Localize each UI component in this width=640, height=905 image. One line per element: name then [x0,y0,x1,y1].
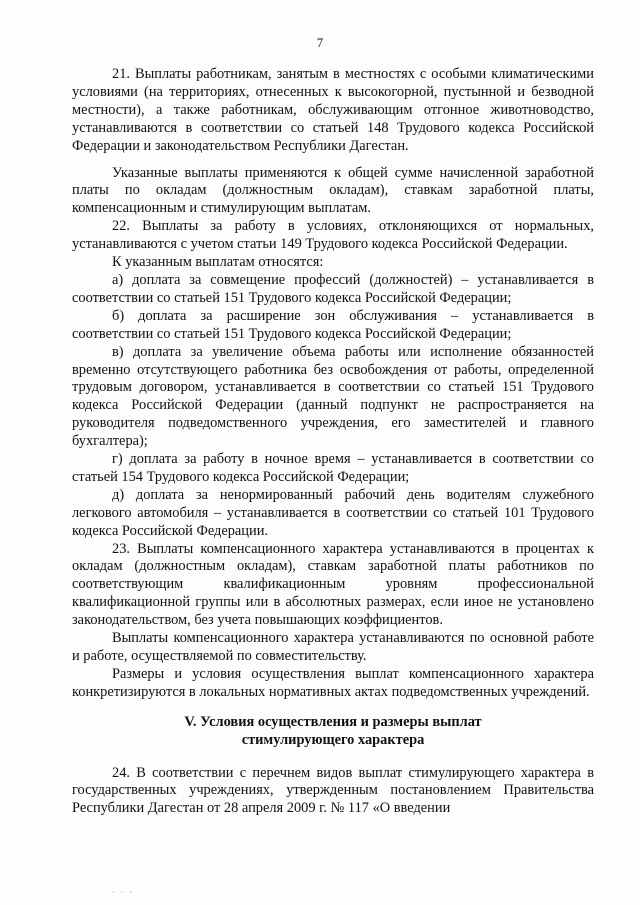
section-heading-line-1: V. Условия осуществления и размеры выплат [184,713,482,730]
paragraph-21-note: Указанные выплаты применяются к общей сумме начисленной заработной платы по окладам (должностным окладам), ставкам заработной платы, компенсационным и стимулирующим выплатам. [72,164,594,217]
paragraph-24: 24. В соответствии с перечнем видов выплат стимулирующего характера в государственных учреждениях, утвержденным постановлением Правительства Республики Дагестан от 28 апреля 2009 г. № 117 «О введении [72,764,594,817]
paragraph-23-detail: Размеры и условия осуществления выплат компенсационного характера конкретизируются в локальных нормативных актах подведомственных учреждений. [72,665,594,700]
paragraph-22: 22. Выплаты за работу в условиях, отклоняющихся от нормальных, устанавливаются с учетом статьи 149 Трудового кодекса Российской Федерации. [72,218,594,253]
section-heading [72,714,594,750]
paragraph-21: 21. Выплаты работникам, занятым в местностях с особыми климатическими условиями (на территориях, отнесенных к высокогорной, пустынной и безводной местности), а также работникам, обслуживающим отгонное животноводство, устанавливаются в соответствии со статьей 148 Трудового кодекса Российской Федерации и законодательством Республики Дагестан. [72,66,594,154]
list-item-v: в) доплата за увеличение объема работы или исполнение обязанностей временно отсутствующего работника без освобождения от работы, определенной трудовым договором, устанавливается в соответствии со статьей 151 Трудового кодекса Российской Федерации (данный подпункт не распространяется на руководителя подведомственного учреждения, его заместителей и главного бухгалтера); [72,343,594,450]
list-item-b: б) доплата за расширение зон обслуживания – устанавливается в соответствии со статьей 151 Трудового кодекса Российской Федерации; [72,307,594,342]
paragraph-22-intro: К указанным выплатам относятся: [112,254,324,271]
section-heading-line-2: стимулирующего характера [241,731,425,748]
list-item-g: г) доплата за работу в ночное время – устанавливается в соответствии со статьей 154 Трудового кодекса Российской Федерации; [72,451,594,485]
list-item-a: а) доплата за совмещение профессий (должностей) – устанавливается в соответствии со статьей 151 Трудового кодекса Российской Федерации; [72,271,594,306]
page-number: 7 [316,36,324,50]
paragraph-23-note: Выплаты компенсационного характера устанавливаются по основной работе и работе, осуществляемой по совместительству. [72,630,594,664]
paragraph-23: 23. Выплаты компенсационного характера устанавливаются в процентах к окладам (должностным окладам), ставкам заработной платы работников по соответствующим квалификационным уровням профессиональной квалификационной группы или в абсолютных размерах, если иное не установлено законодательством, без учета повышающих коэффициентов. [72,540,594,629]
document-body [72,66,594,818]
list-item-d: д) доплата за ненормированный рабочий день водителям служебного легкового автомобиля – устанавливается в соответствии со статьей 101 Трудового кодекса Российской Федерации. [72,486,594,539]
scan-artifact: · · · [112,888,134,897]
